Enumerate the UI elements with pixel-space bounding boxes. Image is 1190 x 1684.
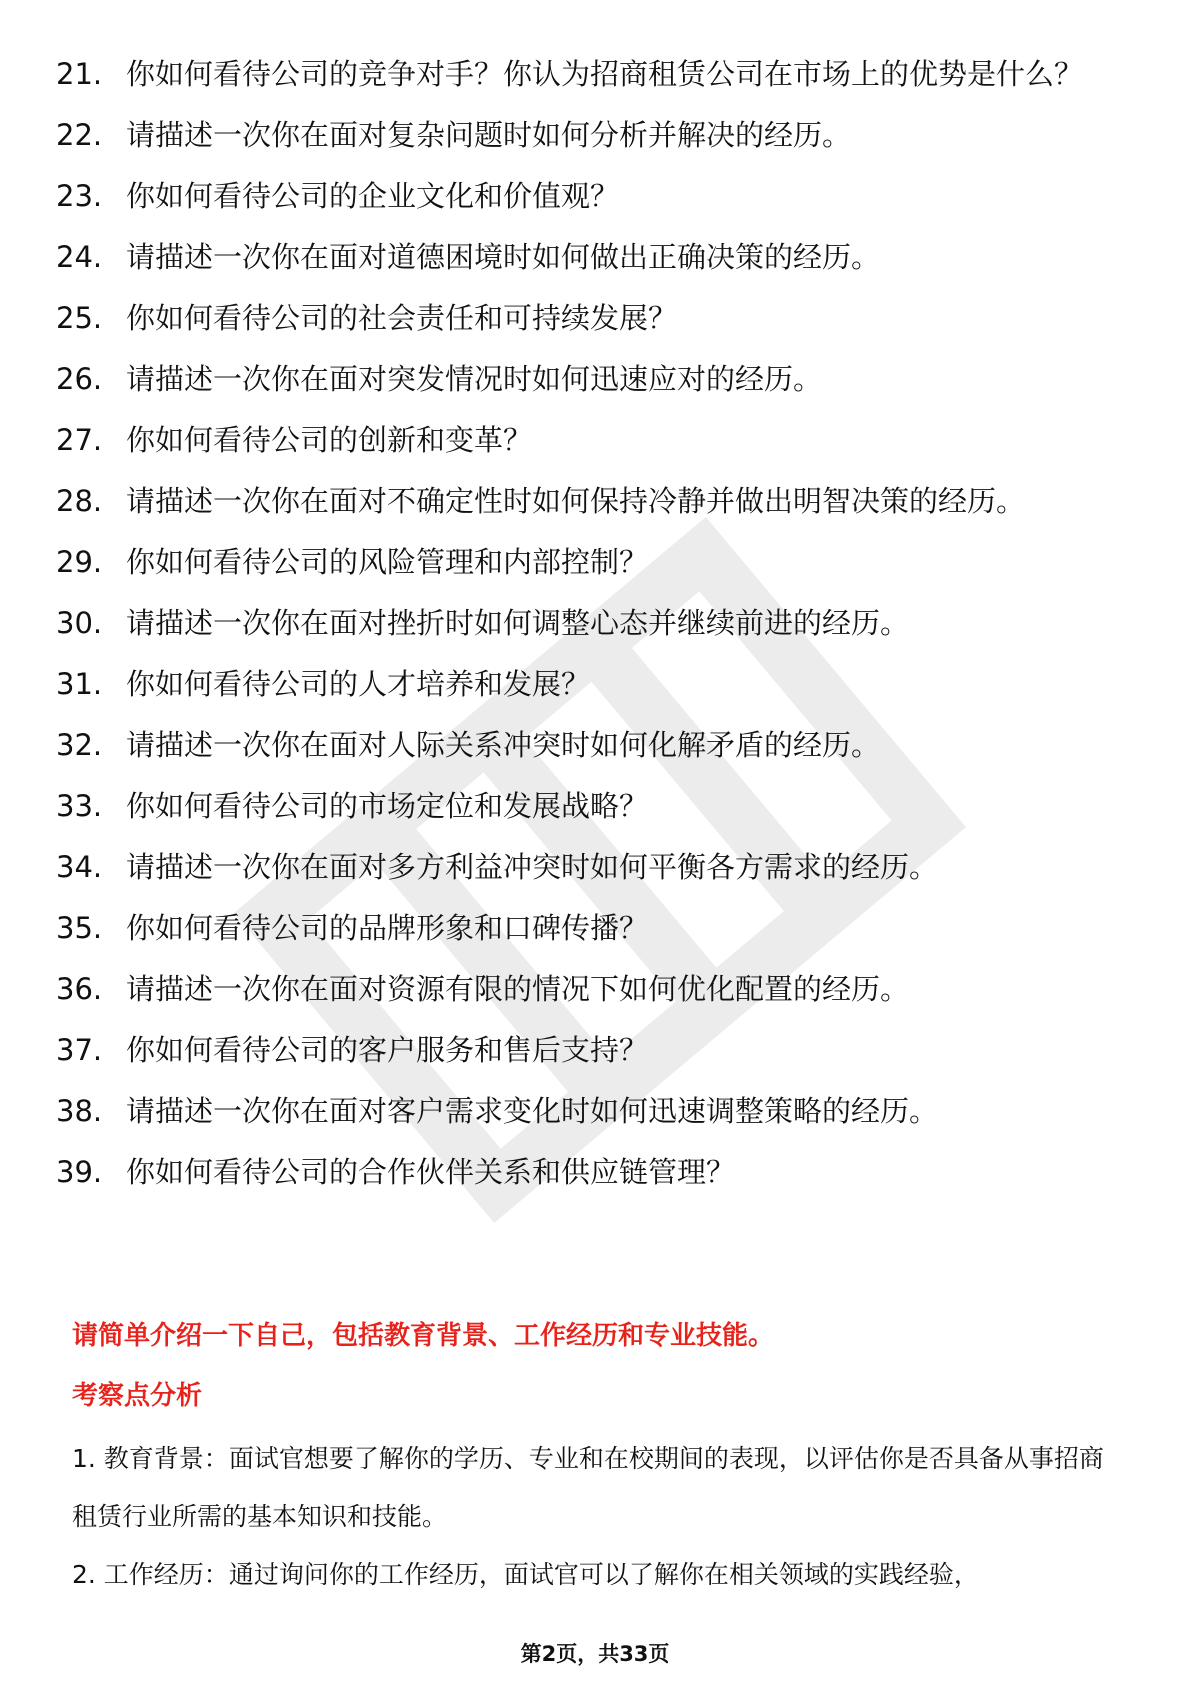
question-number: 32.	[56, 728, 103, 762]
intro-question-heading: 请简单介绍一下自己，包括教育背景、工作经历和专业技能。	[72, 1321, 775, 1351]
question-number: 27.	[56, 423, 103, 457]
analysis-label: 1. 教育背景：	[72, 1444, 229, 1473]
list-item	[56, 357, 1116, 401]
analysis-label: 2. 工作经历：	[72, 1560, 229, 1589]
question-text: 请描述一次你在面对突发情况时如何迅速应对的经历。	[126, 362, 823, 396]
question-text: 你如何看待公司的风险管理和内部控制？	[126, 545, 649, 579]
question-number: 22.	[56, 118, 103, 152]
list-item	[56, 967, 1116, 1011]
question-text: 你如何看待公司的合作伙伴关系和供应链管理？	[126, 1155, 736, 1189]
question-text: 你如何看待公司的客户服务和售后支持？	[126, 1033, 649, 1067]
question-number: 34.	[56, 850, 103, 884]
list-item	[56, 540, 1116, 584]
question-number: 26.	[56, 362, 103, 396]
question-text: 请描述一次你在面对不确定性时如何保持冷静并做出明智决策的经历。	[126, 484, 1026, 518]
list-item	[56, 418, 1116, 462]
list-item	[56, 52, 1116, 96]
question-number: 31.	[56, 667, 103, 701]
question-number: 28.	[56, 484, 103, 518]
analysis-item	[72, 1546, 1122, 1604]
question-number: 33.	[56, 789, 103, 823]
list-item	[56, 296, 1116, 340]
analysis-text: 通过询问你的工作经历，面试官可以了解你在相关领域的实践经验，	[228, 1560, 979, 1589]
question-text: 请描述一次你在面对人际关系冲突时如何化解矛盾的经历。	[126, 728, 881, 762]
question-number: 30.	[56, 606, 103, 640]
question-text: 请描述一次你在面对资源有限的情况下如何优化配置的经历。	[126, 972, 910, 1006]
list-item	[56, 113, 1116, 157]
list-item	[56, 1028, 1116, 1072]
analysis-title: 考察点分析	[72, 1381, 203, 1411]
question-number: 24.	[56, 240, 103, 274]
list-item	[56, 235, 1116, 279]
list-item	[56, 662, 1116, 706]
question-text: 请描述一次你在面对道德困境时如何做出正确决策的经历。	[126, 240, 881, 274]
list-item	[56, 601, 1116, 645]
question-text: 请描述一次你在面对客户需求变化时如何迅速调整策略的经历。	[126, 1094, 939, 1128]
question-text: 请描述一次你在面对复杂问题时如何分析并解决的经历。	[126, 118, 852, 152]
question-number: 23.	[56, 179, 103, 213]
analysis-text: 面试官想要了解你的学历、专业和在校期间的表现，以评估你是否具备从事招商租赁行业所需的基本知识和技能。	[72, 1444, 1104, 1531]
list-item	[56, 906, 1116, 950]
list-item	[56, 784, 1116, 828]
question-number: 38.	[56, 1094, 103, 1128]
list-item	[56, 845, 1116, 889]
question-number: 36.	[56, 972, 103, 1006]
question-text: 你如何看待公司的人才培养和发展？	[126, 667, 591, 701]
page-footer: 第2页，共33页	[520, 1642, 670, 1666]
question-text: 你如何看待公司的企业文化和价值观？	[126, 179, 620, 213]
question-number: 35.	[56, 911, 103, 945]
question-text: 你如何看待公司的创新和变革？	[126, 423, 533, 457]
question-text: 你如何看待公司的品牌形象和口碑传播？	[126, 911, 649, 945]
question-text: 请描述一次你在面对多方利益冲突时如何平衡各方需求的经历。	[126, 850, 939, 884]
question-text: 你如何看待公司的市场定位和发展战略？	[126, 789, 649, 823]
question-number: 21.	[56, 57, 103, 91]
list-item	[56, 1150, 1116, 1194]
list-item	[56, 174, 1116, 218]
list-item	[56, 479, 1116, 523]
question-text: 你如何看待公司的社会责任和可持续发展？	[126, 301, 678, 335]
question-text: 你如何看待公司的竞争对手？你认为招商租赁公司在市场上的优势是什么？	[126, 57, 1084, 91]
question-number: 25.	[56, 301, 103, 335]
analysis-list	[72, 1430, 1122, 1604]
analysis-item	[72, 1430, 1122, 1546]
list-item	[56, 723, 1116, 767]
question-list	[56, 52, 1116, 1211]
question-number: 39.	[56, 1155, 103, 1189]
question-number: 29.	[56, 545, 103, 579]
list-item	[56, 1089, 1116, 1133]
question-number: 37.	[56, 1033, 103, 1067]
question-text: 请描述一次你在面对挫折时如何调整心态并继续前进的经历。	[126, 606, 910, 640]
